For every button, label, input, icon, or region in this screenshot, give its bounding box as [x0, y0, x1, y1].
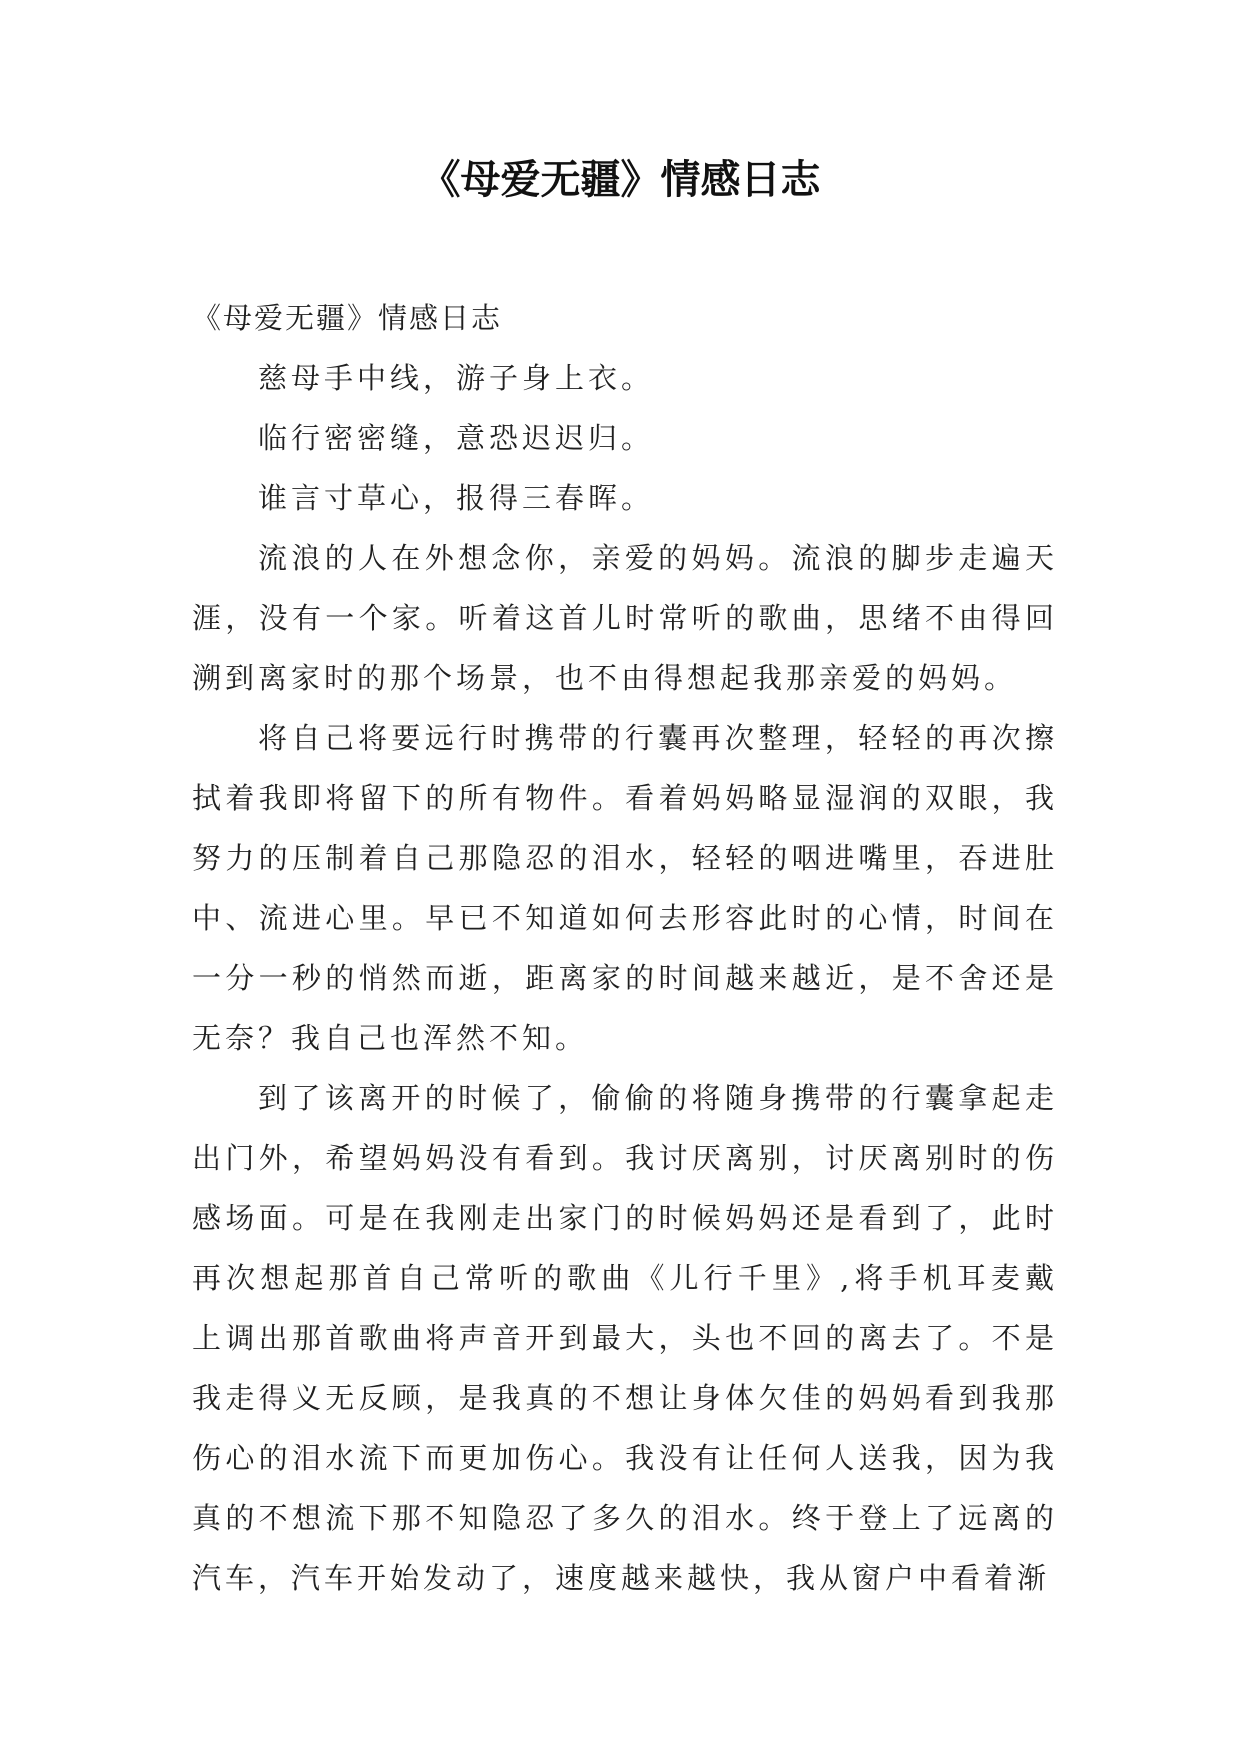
- paragraph-3: 到了该离开的时候了，偷偷的将随身携带的行囊拿起走出门外，希望妈妈没有看到。我讨厌离别，讨厌离别时的伤感场面。可是在我刚走出家门的时候妈妈还是看到了，此时再次想起那首自己常听的歌曲《儿行千里》,将手机耳麦戴上调出那首歌曲将声音开到最大，头也不回的离去了。不是我走得义无反顾，是我真的不想让身体欠佳的妈妈看到我那伤心的泪水流下而更加伤心。我没有让任何人送我，因为我真的不想流下那不知隐忍了多久的泪水。终于登上了远离的汽车，汽车开始发动了，速度越来越快，我从窗户中看着渐: [192, 1081, 1058, 1595]
- document-subtitle: 《母爱无疆》情感日志: [192, 301, 503, 335]
- poem-line-2: 临行密密缝，意恐迟迟归。: [258, 421, 655, 455]
- document-body: [192, 288, 1058, 1608]
- document-title: 《母爱无疆》情感日志: [420, 157, 821, 203]
- paragraph-1: 流浪的人在外想念你，亲爱的妈妈。流浪的脚步走遍天涯，没有一个家。听着这首儿时常听的歌曲，思绪不由得回溯到离家时的那个场景，也不由得想起我那亲爱的妈妈。: [192, 541, 1058, 695]
- poem-line-1: 慈母手中线，游子身上衣。: [258, 361, 655, 395]
- paragraph-2: 将自己将要远行时携带的行囊再次整理，轻轻的再次擦拭着我即将留下的所有物件。看着妈妈略显湿润的双眼，我努力的压制着自己那隐忍的泪水，轻轻的咽进嘴里，吞进肚中、流进心里。早已不知道如何去形容此时的心情，时间在一分一秒的悄然而逝，距离家的时间越来越近，是不舍还是无奈？我自己也浑然不知。: [192, 721, 1058, 1055]
- poem-line-3: 谁言寸草心，报得三春晖。: [258, 481, 655, 515]
